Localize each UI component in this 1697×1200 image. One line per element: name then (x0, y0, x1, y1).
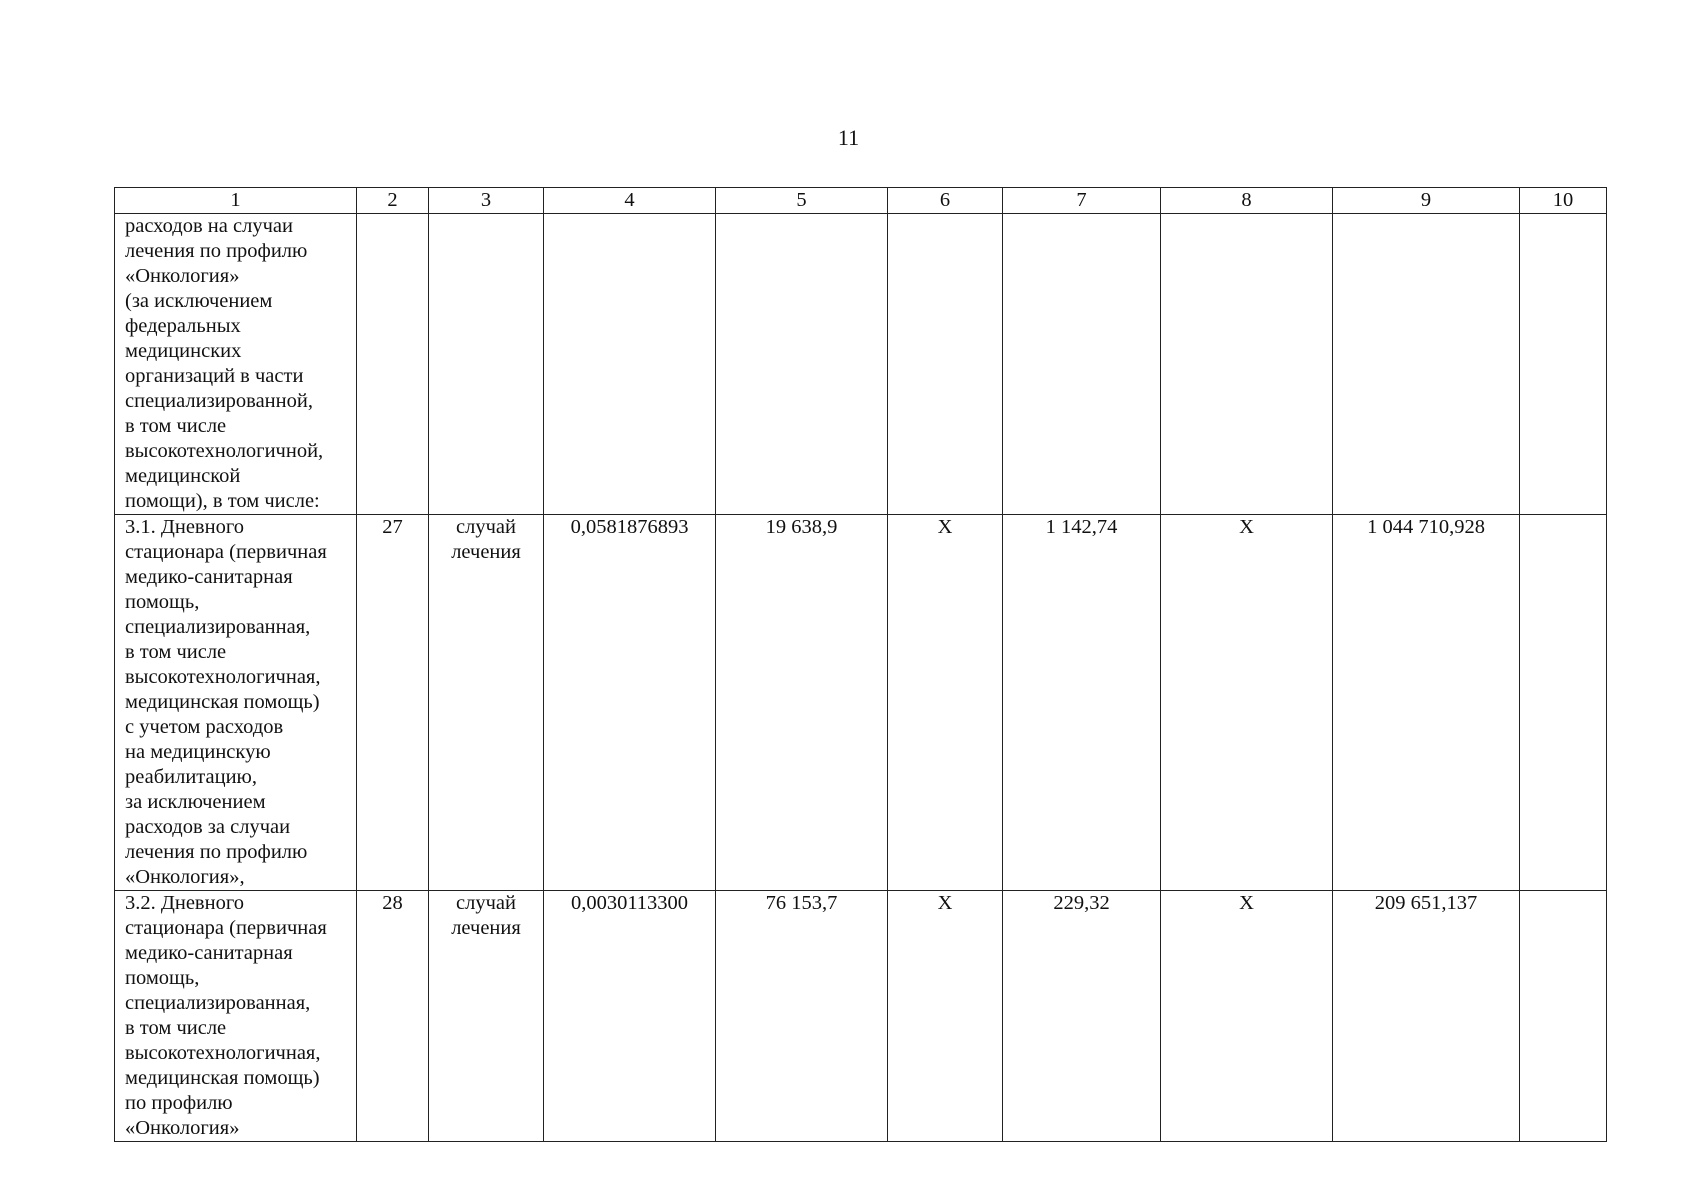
description-line: медико-санитарная (125, 566, 293, 588)
cost-cell: 76 153,7 (716, 891, 888, 1142)
table-row (115, 214, 1607, 515)
description-line: специализированная, (125, 992, 311, 1014)
description-line: высокотехнологичная, (125, 666, 321, 688)
table-row (115, 891, 1607, 1142)
description-line: медицинской (125, 465, 241, 487)
description-line: помощь, (125, 591, 200, 613)
col10-cell (1520, 214, 1607, 515)
description-line: медико-санитарная (125, 942, 293, 964)
unit-cell (429, 515, 544, 891)
description-line: в том числе (125, 641, 227, 663)
total-cell (1333, 214, 1520, 515)
unit-cell (429, 891, 544, 1142)
description-line: специализированной, (125, 390, 313, 412)
column-header: 9 (1333, 188, 1520, 214)
description-line: специализированная, (125, 616, 311, 638)
description-line: 3.2. Дневного (125, 892, 244, 914)
col8-cell (1161, 214, 1333, 515)
description-line: стационара (первичная (125, 541, 327, 563)
description-line: помощь, (125, 967, 200, 989)
unit-line: лечения (451, 541, 521, 563)
description-line: расходов за случаи (125, 816, 291, 838)
description-line: медицинская помощь) (125, 691, 320, 713)
description-line: за исключением (125, 791, 266, 813)
unit-line: случай (456, 892, 516, 914)
description-line: лечения по профилю (125, 841, 308, 863)
unit-line: лечения (451, 917, 521, 939)
description-line: по профилю (125, 1092, 233, 1114)
column-header: 8 (1161, 188, 1333, 214)
description-line: высокотехнологичная, (125, 1042, 321, 1064)
line-number-cell: 27 (357, 515, 429, 891)
description-line: организаций в части (125, 365, 304, 387)
per-capita-cell: 1 142,74 (1003, 515, 1161, 891)
cost-cell: 19 638,9 (716, 515, 888, 891)
volume-cell: 0,0030113300 (544, 891, 716, 1142)
column-header: 7 (1003, 188, 1161, 214)
column-header: 10 (1520, 188, 1607, 214)
description-line: высокотехнологичной, (125, 440, 324, 462)
data-table (114, 187, 1607, 1142)
column-header: 3 (429, 188, 544, 214)
per-capita-cell (1003, 214, 1161, 515)
row-description (115, 214, 357, 515)
description-line: в том числе (125, 415, 227, 437)
volume-cell (544, 214, 716, 515)
description-line: медицинская помощь) (125, 1067, 320, 1089)
description-line: лечения по профилю (125, 240, 308, 262)
col6-cell: Х (888, 891, 1003, 1142)
description-line: «Онкология» (125, 1117, 240, 1139)
description-line: расходов на случаи (125, 215, 293, 237)
table-row (115, 515, 1607, 891)
line-number-cell: 28 (357, 891, 429, 1142)
description-line: помощи), в том числе: (125, 490, 320, 512)
cost-cell (716, 214, 888, 515)
description-line: «Онкология», (125, 866, 245, 888)
row-description (115, 515, 357, 891)
description-line: «Онкология» (125, 265, 240, 287)
total-cell: 1 044 710,928 (1333, 515, 1520, 891)
description-line: на медицинскую (125, 741, 271, 763)
unit-cell (429, 214, 544, 515)
description-line: (за исключением (125, 290, 273, 312)
description-line: реабилитацию, (125, 766, 257, 788)
col6-cell (888, 214, 1003, 515)
col10-cell (1520, 891, 1607, 1142)
col10-cell (1520, 515, 1607, 891)
total-cell: 209 651,137 (1333, 891, 1520, 1142)
volume-cell: 0,0581876893 (544, 515, 716, 891)
column-header: 1 (115, 188, 357, 214)
column-header: 6 (888, 188, 1003, 214)
per-capita-cell: 229,32 (1003, 891, 1161, 1142)
column-header: 4 (544, 188, 716, 214)
description-line: медицинских (125, 340, 242, 362)
column-header: 2 (357, 188, 429, 214)
description-line: 3.1. Дневного (125, 516, 244, 538)
row-description (115, 891, 357, 1142)
header-row (115, 188, 1607, 214)
description-line: федеральных (125, 315, 241, 337)
col6-cell: Х (888, 515, 1003, 891)
description-line: с учетом расходов (125, 716, 284, 738)
unit-line: случай (456, 516, 516, 538)
description-line: в том числе (125, 1017, 227, 1039)
column-header: 5 (716, 188, 888, 214)
line-number-cell (357, 214, 429, 515)
col8-cell: Х (1161, 515, 1333, 891)
page-number: 11 (837, 125, 860, 150)
description-line: стационара (первичная (125, 917, 327, 939)
col8-cell: Х (1161, 891, 1333, 1142)
